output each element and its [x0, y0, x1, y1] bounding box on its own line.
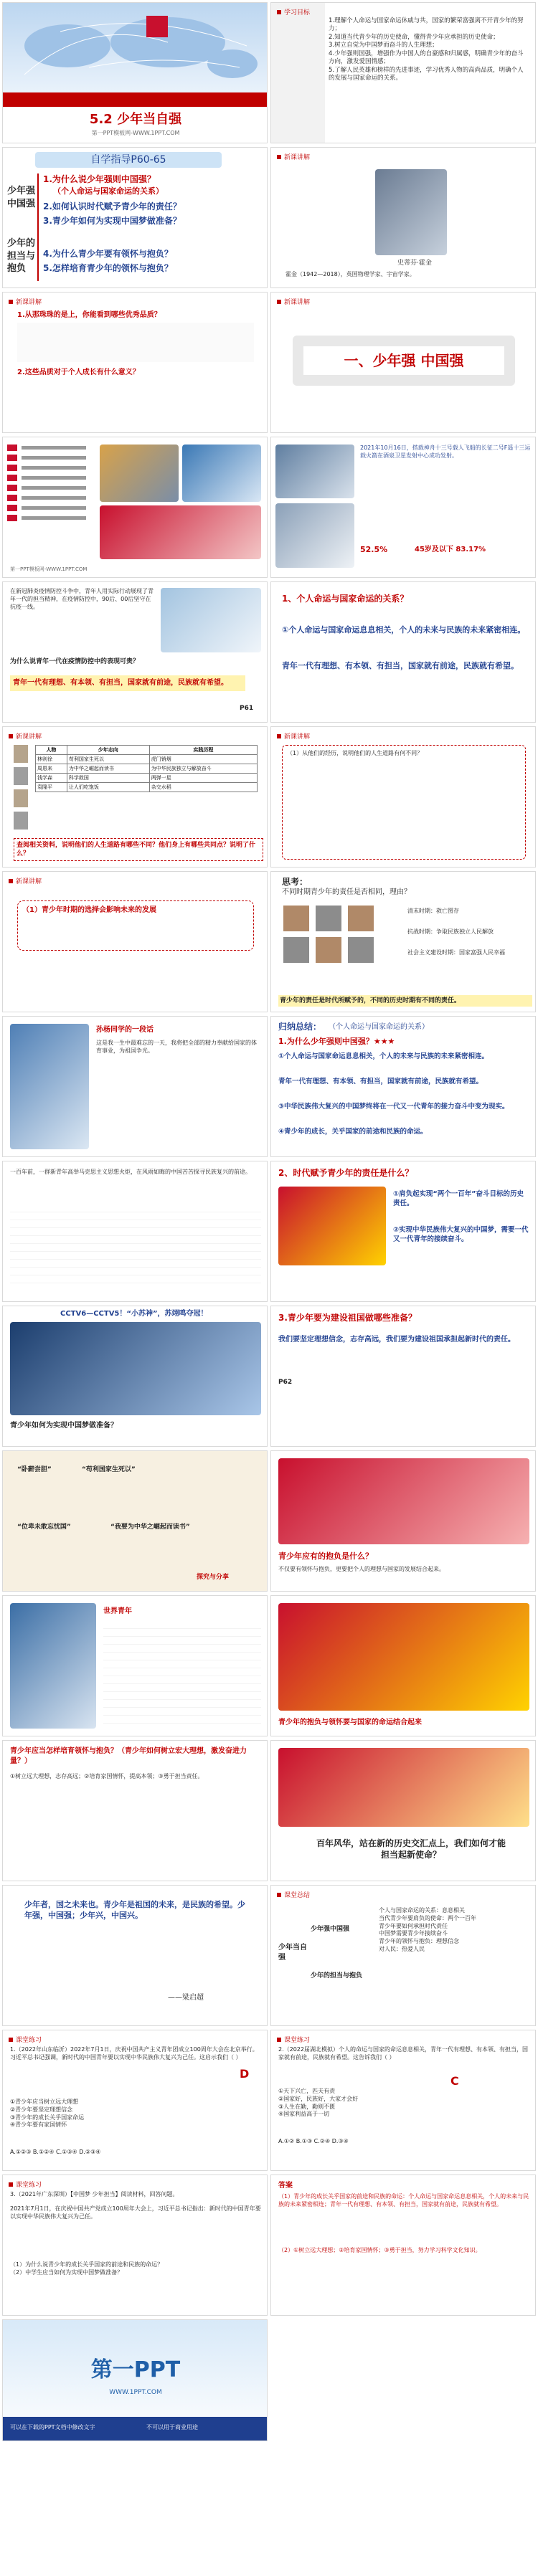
slide-shenzhou [270, 437, 536, 578]
slide-title [2, 2, 268, 143]
question-2: 2.如何认识时代赋予青少年的责任？ [43, 201, 181, 212]
slide-quote [2, 1885, 268, 2026]
team-photo [275, 503, 354, 568]
quote: “位卑未敢忘忧国” [17, 1524, 71, 1531]
section-header: 新课讲解 [284, 154, 311, 161]
question: 青少年应当怎样培育领怀与抱负？（青少年如何树立宏大理想，激发奋进力量？） [10, 1747, 247, 1765]
section-header: 新课讲解 [284, 733, 311, 741]
slide-summary-2 [270, 1885, 536, 2026]
logo-url: WWW.1PPT.COM [109, 2389, 162, 2396]
news-text: 2021年10月16日，搭载神舟十三号载人飞船的长征二号F遥十三运载火箭在酒泉卫星发射中心成功发射。 [360, 445, 531, 459]
sub-question: （2）中学生应当如何为实现中国梦做准备？ [10, 2268, 123, 2276]
option: ②国家好，民族好，大家才会好 [278, 2095, 359, 2102]
slide-think [270, 871, 536, 1012]
sub-question: （1）为什么说青少年的成长关乎国家的前途和民族的命运？ [10, 2261, 164, 2268]
exercise-question: 3.（2021年广东深圳）【中国梦 少年担当】阅读材料，回答问题。 [10, 2191, 179, 2197]
mindmap-leaf: 对人民：热爱人民 [379, 1945, 425, 1952]
section-header: 新课讲解 [16, 878, 42, 885]
option: ①天下兴亡，匹夫有责 [278, 2088, 336, 2094]
ceremony-photo [100, 505, 261, 559]
option: ④国家利益高于一切 [278, 2111, 330, 2118]
slide-youth [2, 1595, 268, 1736]
question-2: 2.这些品质对于个人成长有什么意义？ [17, 369, 140, 376]
table-header: 人物 [36, 746, 67, 755]
slide-title: 3.青少年要为建设祖国做哪些准备？ [278, 1313, 417, 1323]
answer-text: ①树立远大理想，志存高远；②培育家国情怀，提高本领；③勇于担当责任。 [10, 1773, 204, 1779]
material-text: 2021年7月1日，在庆祝中国共产党成立100周年大会上，习近平总书记指出：新时代的中国青年要以实现中华民族伟大复兴为己任。 [10, 2205, 261, 2220]
summary-point: 青年一代有理想、有本领、有担当，国家就有前途，民族就有希望。 [278, 1078, 483, 1085]
side-label-1: 少年强中国强 [7, 186, 36, 209]
news-badge: CCTV6—CCTV5！“小苏神”，苏翊鸣夺冠！ [60, 1310, 208, 1318]
medal-table [7, 445, 93, 559]
slide-title: 青少年应有的抱负是什么？ [278, 1551, 373, 1561]
table-row: 周恩来 为中华之崛起而读书 为中华民族独立与解放奋斗 [36, 764, 258, 774]
slide-ambition [270, 1450, 536, 1592]
quote: “卧薪尝胆” [17, 1466, 52, 1473]
map-graphic [3, 3, 268, 92]
side-label-2: 少年的担当与抱负 [7, 238, 36, 275]
option: ③青少年的成长关乎国家命运 [10, 2114, 85, 2121]
paragraph: 在新冠肺炎疫情防控斗争中，青年人用实际行动展现了青年一代的担当精神，在疫情防控中，90后、00后坚守在抗疫一线。 [10, 588, 154, 610]
point-1: ①肩负起实现“两个一百年”奋斗目标的历史责任。 [393, 1190, 524, 1207]
site-caption: 第一PPT模板网-WWW.1PPT.COM [10, 566, 88, 572]
slide-summary-1 [270, 1016, 536, 1157]
world-map-image [3, 3, 268, 92]
list-item: 4.少年强则国强，增强作为中国人的自豪感和归属感，明确青少年的奋斗方向，激发爱国情感； [329, 49, 524, 66]
athlete-photo [182, 445, 261, 502]
slide-exercise-3 [2, 2175, 268, 2316]
portrait [14, 745, 28, 763]
slide-exercise-1 [2, 2030, 268, 2171]
page-ref: P61 [240, 705, 254, 712]
party-photo [278, 1187, 386, 1265]
table-row: 袁隆平 让人们吃饱饭 杂交水稻 [36, 783, 258, 792]
banner-photo [278, 1458, 529, 1544]
period-label: 社会主义建设时期：国家富强人民幸福 [407, 949, 505, 956]
slide-prepare [270, 1306, 536, 1447]
mindmap-leaf: 个人与国家命运的关系：息息相关 [379, 1907, 465, 1914]
slide-title: 2、时代赋予青少年的责任是什么？ [278, 1168, 414, 1178]
summary-point: ①个人命运与国家命运息息相关，个人的未来与民族的未来紧密相连。 [278, 1052, 489, 1060]
quote: “苟利国家生死以” [82, 1466, 136, 1473]
answer-letter: C [450, 2074, 459, 2088]
list-item: 5.了解人民英雄和榜样的先进事迹，学习优秀人物的高尚品质，明确个人的发展与国家命运的关系。 [329, 66, 524, 82]
mission-text: 百年风华，站在新的历史交汇点上，我们如何才能担当起新使命？ [316, 1838, 506, 1860]
slide-mission [270, 1740, 536, 1881]
intro-text: 霍金（1942—2018），英国物理学家、宇宙学家。 [285, 271, 415, 277]
list-item: 1.理解个人命运与国家命运休戚与共，国家的繁荣富强离不开青少年的努力； [329, 17, 524, 33]
slide-history [2, 1161, 268, 1302]
answer-text: （2）①树立远大理想；②培育家国情怀；③勇于担当，努力学习科学文化知识。 [278, 2247, 481, 2253]
slide-title: 孙杨同学的一段话 [96, 1026, 154, 1034]
doctor-photo [161, 588, 261, 652]
portrait [14, 789, 28, 807]
summary-subtitle: （个人命运与国家命运的关系） [329, 1023, 429, 1031]
conclusion: 青少年的责任是时代所赋予的，不同的历史时期有不同的责任。 [278, 995, 532, 1007]
question: 为什么说青年一代在疫情防控中的表现可贵？ [10, 658, 140, 665]
footer-note: 可以在下载的PPT文档中修改文字 [10, 2424, 95, 2430]
slide-choice [2, 871, 268, 1012]
analysis-text: （1）从他们的经历，说明他们的人生道路有何不同？ [282, 745, 526, 860]
site-caption: 第一PPT模板网-WWW.1PPT.COM [91, 130, 180, 136]
table-row: 钱学森 科学救国 两弹一星 [36, 774, 258, 783]
slide-hawking [270, 147, 536, 288]
question-1: 1.为什么说少年强则中国强？ [43, 174, 156, 184]
photo-caption: 青少年如何为实现中国梦做准备？ [10, 1422, 118, 1430]
footer-note: 不可以用于商业用途 [146, 2424, 198, 2430]
mindmap-center: 少年当自强 [278, 1944, 307, 1962]
stat-value: 52.5% [360, 545, 388, 554]
table-header: 实践历程 [149, 746, 257, 755]
quote-author: ——梁启超 [168, 1994, 204, 2002]
section-header: 课堂练习 [284, 2037, 311, 2044]
slide-relationship [270, 581, 536, 723]
slide-athlete [2, 1016, 268, 1157]
caption-text: 青少年的抱负与领怀要与国家的命运结合起来 [278, 1719, 422, 1726]
slide-title: 1、个人命运与国家命运的关系？ [282, 594, 409, 604]
portrait [348, 937, 374, 963]
list-item: 3.树立自觉为中国梦而奋斗的人生理想； [329, 42, 438, 49]
question-1: 1.从那珠珠的是上，你能看到哪些优秀品质？ [17, 311, 161, 319]
slide-snowboard [2, 1306, 268, 1447]
option: ④青少年要有家国情怀 [10, 2121, 67, 2129]
quote: “我要为中华之崛起而读书” [110, 1524, 190, 1531]
athlete-photo [10, 1024, 89, 1149]
choices: A.①②③ B.①②④ C.①③④ D.②③④ [10, 2149, 101, 2155]
portrait [316, 937, 341, 963]
slide-olympics [2, 437, 268, 578]
section-header: 新课讲解 [16, 299, 42, 306]
figures-table [35, 745, 258, 792]
slide-analysis [270, 726, 536, 868]
page-ref: P62 [278, 1379, 293, 1386]
slide-combine [270, 1595, 536, 1736]
summary-point: ③中华民族伟大复兴的中国梦终将在一代又一代青年的接力奋斗中变为现实。 [278, 1103, 509, 1111]
history-paragraph: 一百年前，一群新青年高举马克思主义思想火炬，在风雨如晦的中国苦苦探寻民族复兴的前途。 [10, 1169, 251, 1175]
summary-title: 归纳总结： [278, 1022, 322, 1032]
mindmap-leaf: 中国梦需要青少年接续奋斗 [379, 1930, 448, 1937]
answer-letter: D [240, 2067, 250, 2081]
portrait [316, 906, 341, 931]
slide-exercise-2 [270, 2030, 536, 2171]
stat-value: 45岁及以下 83.17% [415, 546, 486, 553]
slide-cultivate [2, 1740, 268, 1881]
answer-header: 答案 [278, 2182, 293, 2190]
key-point: （1）青少年时期的选择会影响未来的发展 [17, 900, 254, 951]
slide-answers [270, 2175, 536, 2316]
photo-caption: 史蒂芬·霍金 [397, 260, 432, 267]
summary-point: ④青少年的成长，关乎国家的前途和民族的命运。 [278, 1128, 428, 1136]
answer-text: 不仅要有领怀与抱负，更要把个人的理想与国家的发展结合起来。 [278, 1566, 445, 1572]
answer-box: 青年一代有理想、有本领、有担当，国家就有前途，民族就有希望。 [10, 675, 245, 691]
answer-text: （1）青少年的成长关乎国家的前途和民族的命运：个人命运与国家命运息息相关，个人的未来与民族的未来紧密相连；青年一代有理想、有本领、有担当，国家就有前途，民族就有希望。 [278, 2193, 529, 2207]
slide-epidemic [2, 581, 268, 723]
slide-responsibility [270, 1161, 536, 1302]
exercise-question: 1.（2022年山东临沂）2022年7月1日，庆祝中国共产主义青年团成立100周年大会在北京举行。习近平总书记强调，新时代的中国青年要以实现中华民族伟大复兴为己任。这启示我们（ ） [10, 2046, 258, 2061]
anniversary-photo [278, 1748, 529, 1827]
portrait [14, 812, 28, 830]
mindmap-branch: 少年的担当与抱负 [311, 1972, 363, 1979]
option: ②青少年要坚定理想信念 [10, 2106, 73, 2113]
slide-ending [2, 2319, 268, 2441]
logo-text: 第一PPT [90, 2357, 181, 2382]
exercise-question: 2.（2022届湖北模拟）个人的命运与国家的命运息息相关，青年一代有理想、有本领、有担当，国家就有前途，民族就有希望。这告诉我们（ ） [278, 2046, 528, 2061]
slide-guide [2, 147, 268, 288]
answer-text: 我们要坚定理想信念，志存高远，我们要为建设祖国承担起新时代的责任。 [278, 1336, 515, 1344]
astronaut-photo [275, 445, 354, 498]
mindmap-leaf: 青少年要如何承担时代责任 [379, 1922, 448, 1929]
slide-section-one [270, 292, 536, 433]
snowboard-photo [10, 1322, 261, 1415]
list-item: 2.知道当代青少年的历史使命，懂得青少年应承担的历史使命； [329, 33, 499, 41]
portrait [14, 767, 28, 785]
slide-qualities [2, 292, 268, 433]
portrait [283, 937, 309, 963]
mindmap-leaf: 青少年的领怀与抱负：理想信念 [379, 1938, 459, 1945]
collage-photo [278, 1603, 529, 1711]
option: ③人生在勤，勤则不匮 [278, 2103, 336, 2110]
section-header: 课堂练习 [16, 2182, 42, 2189]
point-1: ①个人命运与国家命运息息相关，个人的未来与民族的未来紧密相连。 [282, 625, 526, 635]
quote-text: 这是我一生中最难忘的一天，我将把全部的精力奉献给国家的体育事业，为祖国争光。 [96, 1040, 257, 1054]
mindmap-leaf: 当代青少年要肩负的使命：两个一百年 [379, 1914, 476, 1921]
section-header: 学习目标 [284, 9, 311, 16]
guide-banner: 自学指导P60-65 [35, 152, 222, 168]
section-header: 新课讲解 [284, 299, 311, 306]
slide-ancients [2, 1450, 268, 1592]
slide-figures [2, 726, 268, 868]
point-2: ②实现中华民族伟大复兴的中国梦，需要一代又一代青年的接续奋斗。 [393, 1226, 529, 1243]
youth-photo [10, 1603, 96, 1729]
period-label: 清末时期：救亡图存 [407, 908, 459, 914]
athlete-photo [100, 445, 179, 502]
quote-text: 少年者，国之未来也。青少年是祖国的未来，是民族的希望。少年强，中国强；少年兴，中国兴。 [24, 1900, 245, 1920]
question-1-sub: （个人命运与国家命运的关系） [53, 186, 164, 196]
mindmap-branch: 少年强中国强 [311, 1926, 350, 1933]
section-banner: 一、少年强 中国强 [303, 346, 504, 375]
question-3: 3.青少年如何为实现中国梦做准备？ [43, 216, 181, 226]
section-header: 课堂练习 [16, 2037, 42, 2044]
hawking-photo [375, 169, 447, 255]
summary-question: 1.为什么少年强则中国强？★★★ [278, 1037, 395, 1046]
explore-label: 探究与分享 [197, 1574, 230, 1581]
point-2: 青年一代有理想、有本领、有担当，国家就有前途，民族就有希望。 [282, 661, 519, 670]
option: ①青少年应当树立远大理想 [10, 2099, 79, 2105]
portrait [283, 906, 309, 931]
objectives-list [329, 17, 529, 83]
discussion-question: 查阅相关资料，说明他们的人生道路有哪些不同？他们身上有哪些共同点？说明了什么？ [14, 838, 263, 861]
question-4: 4.为什么青少年要有领怀与抱负？ [43, 249, 173, 259]
choices: A.①② B.①③ C.②④ D.③④ [278, 2138, 349, 2144]
slide-objectives [270, 2, 536, 143]
section-header: 课堂总结 [284, 1892, 311, 1899]
question-5: 5.怎样培育青少年的领怀与抱负？ [43, 263, 173, 273]
period-label: 抗战时期：争取民族独立人民解放 [407, 928, 494, 935]
think-title: 思考： [282, 877, 308, 887]
portrait [348, 906, 374, 931]
table-row: 林则徐 苟利国家生死以 虎门销烟 [36, 755, 258, 764]
think-subtitle: 不同时期青少年的责任是否相同，理由？ [282, 888, 411, 896]
section-header: 新课讲解 [16, 733, 42, 741]
subtitle: 世界青年 [103, 1607, 132, 1615]
page-title: 5.2 少年当自强 [89, 112, 182, 127]
table-header: 少年志向 [67, 746, 149, 755]
